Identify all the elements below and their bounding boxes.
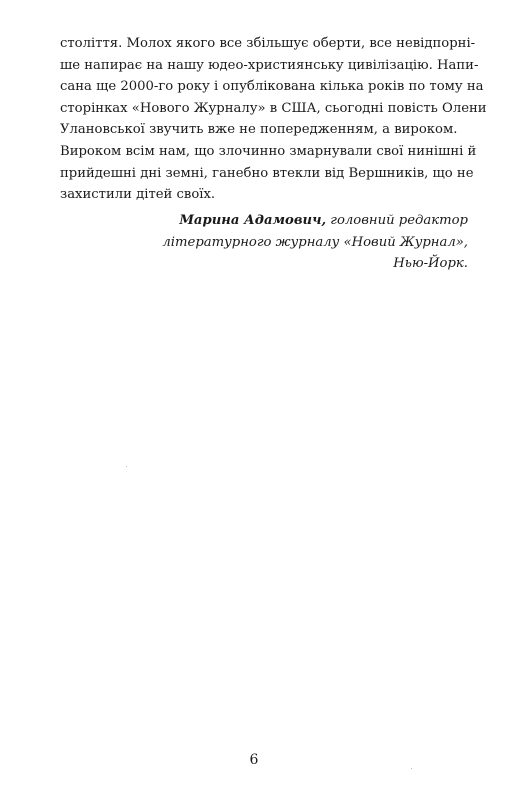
text-line: сана ще 2000-го року і опублікована кілька років по тому на [60,79,484,95]
text-line: Вироком всім нам, що злочинно змарнували свої нинішні й [60,143,477,159]
text-line: захистили дітей своїх. [60,187,216,203]
signature-line-1 [108,210,468,232]
text-line: Улановської звучить вже не попередженням, а вироком. [60,122,458,138]
signature-block [108,210,468,275]
signature-role: головний редактор [326,213,468,228]
scan-speck [126,466,127,467]
signature-author: Марина Адамович, [179,213,327,228]
signature-line-3: Нью-Йорк. [393,256,468,272]
scan-speck [411,768,412,769]
text-line: сторінках «Нового Журналу» в США, сьогодні повість Олени [60,100,487,116]
page-number: 6 [249,752,259,768]
body-paragraph [60,33,487,206]
text-line: прийдешні дні земні, ганебно втекли від Вершників, що не [60,165,474,181]
text-line: ше напирає на нашу юдео-християнську цивілізацію. Напи- [60,57,479,73]
signature-line-2: літературного журналу «Новий Журнал», [162,234,468,250]
text-line: століття. Молох якого все збільшує оберти, все невідпорні- [60,36,476,51]
